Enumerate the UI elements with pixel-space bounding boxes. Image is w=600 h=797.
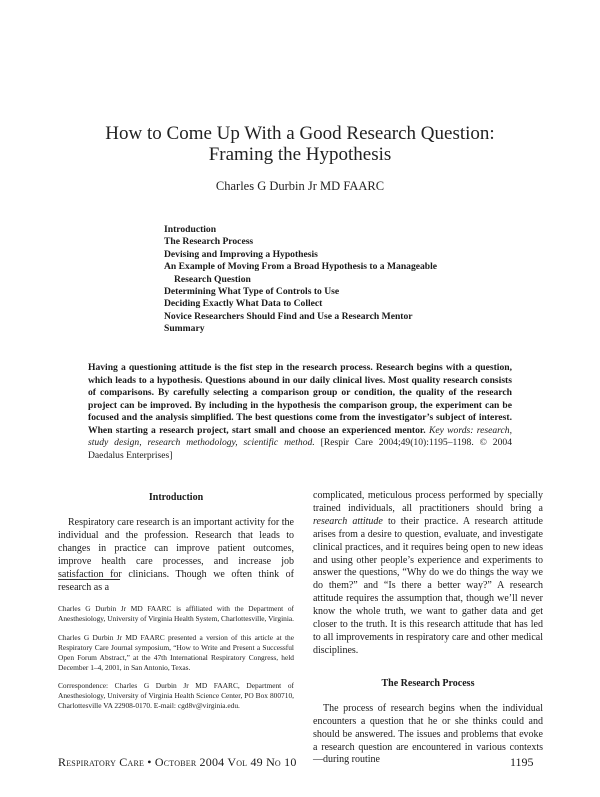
- introduction-body: [58, 517, 294, 594]
- keywords: research, study design, research methodology, scientific method.: [88, 424, 512, 448]
- journal-footer: Respiratory Care • October 2004 Vol 49 No 10: [58, 755, 297, 769]
- citation: [Respir Care 2004;49(10):1195–1198. © 2004 Daedalus Enterprises]: [88, 437, 512, 461]
- footnote-correspondence: Correspondence: Charles G Durbin Jr MD FAARC, Department of Anesthesiology, University of Virginia Health Science Center, PO Box 800710, Charlottesville VA 22908-0170. E-mail: cgd8v@virginia.edu.: [58, 681, 294, 711]
- page-number: 1195: [510, 755, 534, 769]
- footnote-affiliation: Charles G Durbin Jr MD FAARC is affiliated with the Department of Anesthesiology, University of Virginia Health System, Charlottesville, Virginia.: [58, 604, 294, 623]
- research-process-body: [313, 703, 543, 768]
- toc-item: Determining What Type of Controls to Use: [164, 286, 340, 298]
- research-process-paragraph: The process of research begins when the individual encounters a question that he or she thinks could and should be answered. The issues and problems that evoke a research question are encountered in various contexts—during routine: [313, 702, 543, 766]
- continued-text-2: to their practice. A research attitude arises from a desire to question, evaluate, and investigate clinical practices, and it requires being open to new ideas and using other people’s experience and experiments to answer the questions, “Why do we do things the way we do them?” and “Is there a better way?” A research attitude requires the assumption that, though we’ll never know the whole truth, we want to gather data and get closer to the truth. It is this research attitude that has led to all improvements in respiratory care and other medical disciplines.: [313, 515, 543, 656]
- table-of-contents: [164, 224, 504, 336]
- keywords-label: Key words:: [428, 424, 474, 436]
- research-process-heading: The Research Process: [381, 677, 475, 689]
- toc-item: Novice Researchers Should Find and Use a Research Mentor: [164, 310, 413, 322]
- toc-item: The Research Process: [164, 236, 254, 248]
- author-byline: Charles G Durbin Jr MD FAARC: [215, 179, 385, 193]
- footnote-presented: Charles G Durbin Jr MD FAARC presented a version of this article at the Respiratory Care Journal symposium, “How to Write and Present a Successful Open Forum Abstract,” at the 47th International Respiratory Congress, held December 1–4, 2001, in San Antonio, Texas.: [58, 632, 294, 672]
- article-title: [60, 123, 540, 165]
- toc-item-continuation: Research Question: [174, 273, 251, 285]
- toc-item: Devising and Improving a Hypothesis: [164, 248, 318, 260]
- continued-text: complicated, meticulous process performed by specially trained individuals, all practitioners should bring a: [313, 490, 543, 514]
- abstract-text: Having a questioning attitude is the fist step in the research process. Research begins with a question, which leads to a hypothesis. Questions abound in our daily clinical lives. Most quality research consists of comparisons. By carefully selecting a comparison group or condition, the quality of the research project can be improved. By including in the hypothesis the comparison group, the experiment can be focused and the analysis simplified. The best questions come from the investigator’s subject of interest. When starting a research project, start small and choose an experienced mentor.: [88, 362, 512, 436]
- footnotes: [58, 604, 294, 711]
- toc-item: Deciding Exactly What Data to Collect: [164, 298, 323, 310]
- research-attitude-term: research attitude: [313, 515, 383, 527]
- introduction-paragraph: Respiratory care research is an important activity for the individual and the profession. Research that leads to changes in practice can improve patient outcomes, improve health care processes, and increase job satisfaction for clinicians. Though we often think of research as a: [58, 517, 294, 593]
- introduction-continued: [313, 490, 543, 658]
- toc-item: Introduction: [164, 224, 217, 235]
- right-column: [313, 490, 543, 767]
- title-line-1: How to Come Up With a Good Research Question:: [105, 123, 495, 144]
- toc-item: Summary: [164, 323, 205, 335]
- title-line-2: Framing the Hypothesis: [208, 144, 392, 165]
- toc-item: An Example of Moving From a Broad Hypothesis to a Manageable: [164, 261, 438, 273]
- abstract: [88, 362, 512, 462]
- footnote-rule: [58, 579, 120, 580]
- introduction-heading: Introduction: [148, 492, 204, 503]
